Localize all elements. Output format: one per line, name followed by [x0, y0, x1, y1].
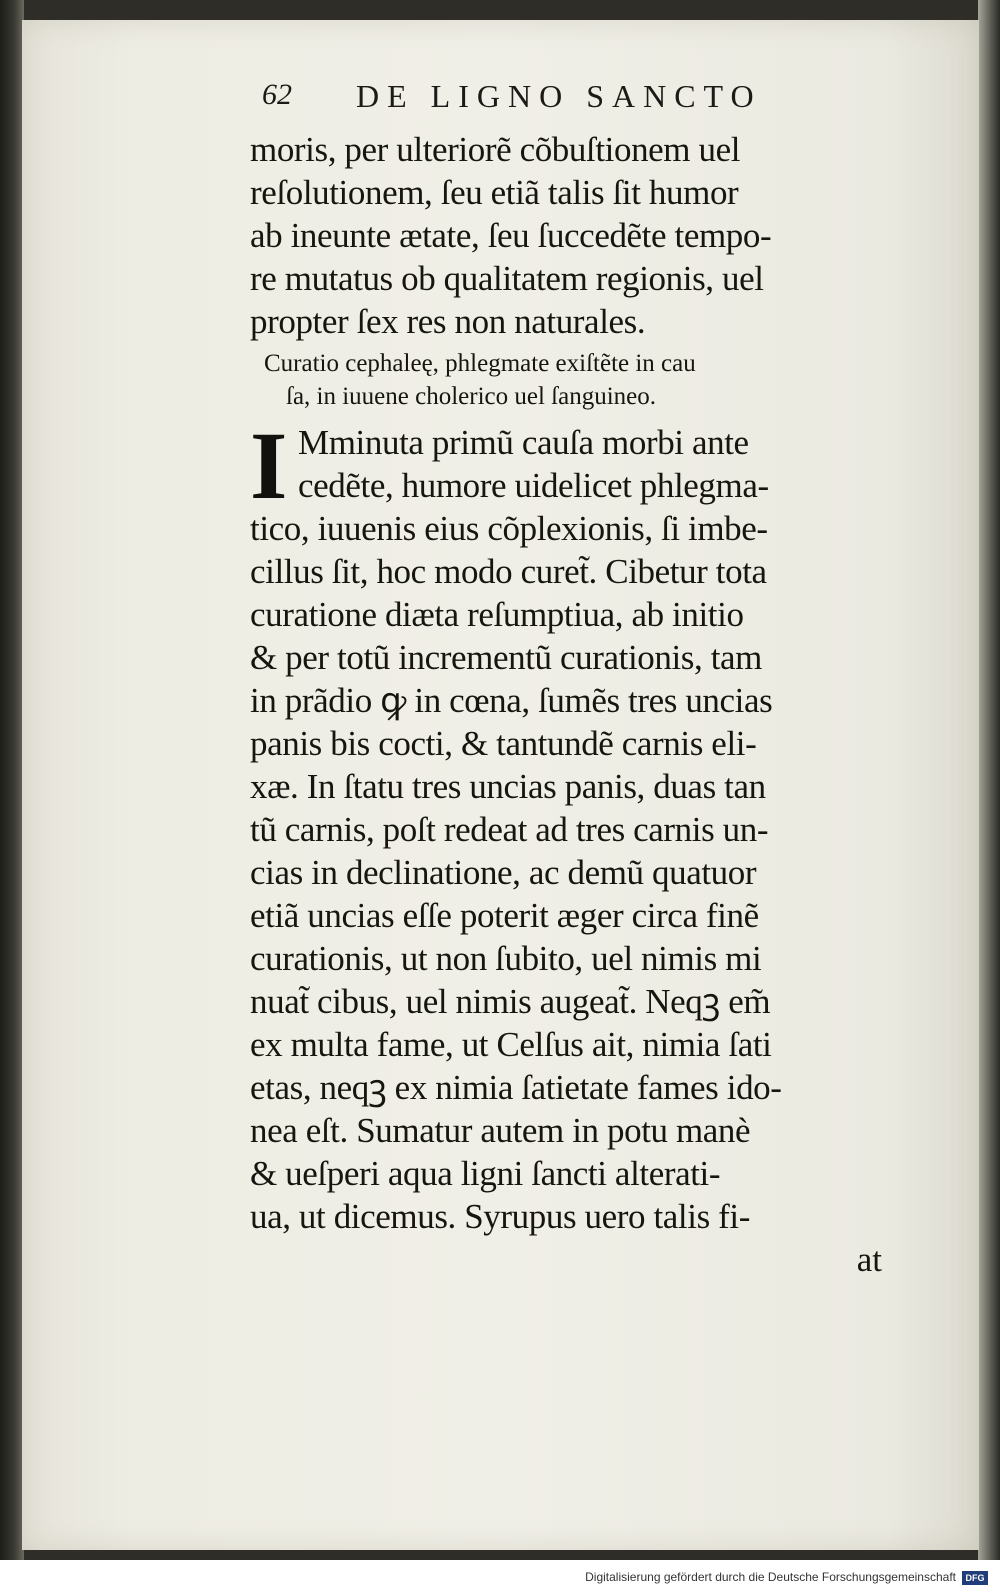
text-line: reſolutionem, ſeu etiã talis ſit humor: [250, 173, 739, 212]
text-line: curationis, ut non ſubito, uel nimis mi: [250, 939, 762, 978]
text-line: cillus ſit, hoc modo curet̃. Cibetur tota: [250, 552, 767, 591]
page-header: [262, 78, 822, 114]
text-line: etas, neqꝫ ex nimia ſatietate fames ido-: [250, 1068, 782, 1107]
text-line: ab ineunte ætate, ſeu ſuccedẽte tempo-: [250, 216, 772, 255]
text-line: cias in declinatione, ac demũ quatuor: [250, 853, 757, 892]
footer-bar: [0, 1560, 1000, 1592]
catchword-row: [250, 1238, 882, 1281]
text-line: & per totũ incrementũ curationis, tam: [250, 638, 762, 677]
text-line: propter ſex res non naturales.: [250, 302, 646, 341]
text-line: in prãdio ꝙ in cœna, ſumẽs tres uncias: [250, 681, 773, 720]
text-line: tico, iuuenis eius cõplexionis, ſi imbe-: [250, 509, 768, 548]
text-line: curatione diæta reſumptiua, ab initio: [250, 595, 744, 634]
page-number: 62: [262, 78, 292, 111]
main-paragraph: [250, 412, 882, 1238]
catchword: at: [856, 1240, 882, 1279]
text-line: xæ. In ſtatu tres uncias panis, duas tan: [250, 767, 766, 806]
funding-note: Digitalisierung gefördert durch die Deutsche Forschungsgemeinschaft: [585, 1570, 956, 1584]
heading-line: Curatio cephaleę, phlegmate exiſtẽte in cau: [264, 350, 696, 377]
text-line: moris, per ulteriorẽ cõbuſtionem uel: [250, 130, 741, 169]
intro-paragraph: [250, 128, 882, 343]
book-binding-edge: [0, 0, 24, 1560]
text-line: & ueſperi aqua ligni ſancti alterati-: [250, 1154, 721, 1193]
section-heading: [250, 347, 882, 413]
text-line: Mminuta primũ cauſa morbi ante: [298, 423, 749, 462]
dfg-logo-icon: DFG: [962, 1571, 988, 1585]
running-title: DE LIGNO SANCTO: [356, 78, 762, 114]
text-block: [250, 128, 882, 1281]
book-fore-edge: [978, 0, 1000, 1560]
text-line: panis bis cocti, & tantundẽ carnis eli-: [250, 724, 757, 763]
text-line: etiã uncias eſſe poterit æger circa finẽ: [250, 896, 759, 935]
text-line: ua, ut dicemus. Syrupus uero talis fi-: [250, 1197, 750, 1236]
heading-line: ſa, in iuuene cholerico uel ſanguineo.: [286, 383, 657, 410]
text-line: ex multa fame, ut Celſus ait, nimia ſati: [250, 1025, 772, 1064]
text-line: tũ carnis, poſt redeat ad tres carnis un-: [250, 810, 769, 849]
drop-cap: I: [250, 412, 288, 519]
text-line: nea eſt. Sumatur autem in potu manè: [250, 1111, 751, 1150]
text-line: cedẽte, humore uidelicet phlegma-: [298, 466, 769, 505]
text-line: nuat̃ cibus, uel nimis augeat̃. Neqꝫ em̃: [250, 982, 771, 1021]
text-line: re mutatus ob qualitatem regionis, uel: [250, 259, 764, 298]
